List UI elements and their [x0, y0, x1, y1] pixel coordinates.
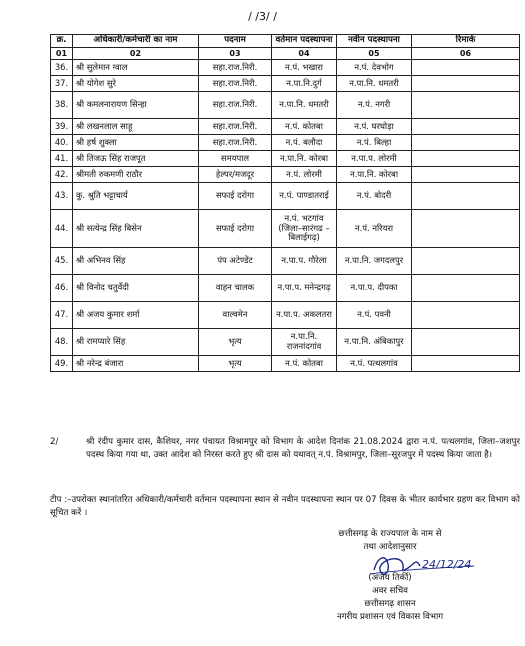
- row-serial-number: 38.: [51, 92, 73, 119]
- row-employee-name: श्री नरेन्द्र बंजारा: [73, 356, 199, 372]
- header-post: पदनाम: [199, 35, 272, 48]
- row-serial-number: 47.: [51, 302, 73, 329]
- row-designation: सहा.राज.निरी.: [199, 92, 272, 119]
- row-current-posting: न.पा.नि. राजनांदगांव: [272, 329, 337, 356]
- table-row: [51, 302, 520, 329]
- row-designation: सफाई दरोगा: [199, 183, 272, 210]
- row-remark: [412, 183, 520, 210]
- row-remark: [412, 275, 520, 302]
- note-text: टीप :–उपरोक्त स्थानांतरित अधिकारी/कर्मचारी वर्तमान पदस्थापना स्थान से नवीन पदस्थापना स्थान पर 07 दिवस के भीतर कार्यभार ग्रहण कर विभाग को सूचित करें ।: [50, 495, 520, 518]
- row-current-posting: न.पं. कोतबा: [272, 356, 337, 372]
- table-row: [51, 119, 520, 135]
- signatory-designation: अवर सचिव: [372, 586, 408, 596]
- header-name: अधिकारी/कर्मचारी का नाम: [73, 35, 199, 48]
- page-number: / /3/ /: [248, 10, 277, 23]
- row-designation: सफाई दरोगा: [199, 210, 272, 248]
- row-employee-name: श्रीमती रुकमणी राठौर: [73, 167, 199, 183]
- row-serial-number: 46.: [51, 275, 73, 302]
- row-designation: सहा.राज.निरी.: [199, 60, 272, 76]
- table-header-row: [51, 35, 520, 48]
- index-cell: 02: [73, 47, 199, 59]
- row-employee-name: श्री रामप्यारे सिंह: [73, 329, 199, 356]
- row-new-posting: न.पं. देवभोग: [337, 60, 412, 76]
- row-new-posting: न.पं. घरघोड़ा: [337, 119, 412, 135]
- header-remark: रिमार्क: [412, 35, 520, 48]
- row-designation: वाल्वमेन: [199, 302, 272, 329]
- table-row: [51, 248, 520, 275]
- row-new-posting: न.पा.नि. कोरबा: [337, 167, 412, 183]
- row-serial-number: 49.: [51, 356, 73, 372]
- row-employee-name: श्री सुलेमान ग्वाल: [73, 60, 199, 76]
- transfer-table: [50, 34, 520, 372]
- row-designation: सहा.राज.निरी.: [199, 135, 272, 151]
- row-employee-name: श्री योगेश सुरे: [73, 76, 199, 92]
- table-row: [51, 60, 520, 76]
- table-row: [51, 135, 520, 151]
- table-row: [51, 76, 520, 92]
- row-remark: [412, 167, 520, 183]
- table-row: [51, 167, 520, 183]
- row-remark: [412, 302, 520, 329]
- row-serial-number: 42.: [51, 167, 73, 183]
- row-new-posting: न.पं. बिल्हा: [337, 135, 412, 151]
- row-current-posting: न.पं. कोतबा: [272, 119, 337, 135]
- row-current-posting: न.पं. लोरमी: [272, 167, 337, 183]
- row-employee-name: श्री विनोद चतुर्वेदी: [73, 275, 199, 302]
- row-remark: [412, 210, 520, 248]
- header-sn: क्र.: [51, 35, 73, 48]
- index-cell: 04: [272, 47, 337, 59]
- row-remark: [412, 76, 520, 92]
- row-serial-number: 41.: [51, 151, 73, 167]
- column-index-row: [51, 47, 520, 59]
- row-new-posting: न.पा.नि. जगदलपुर: [337, 248, 412, 275]
- row-serial-number: 48.: [51, 329, 73, 356]
- signatory-name: (अजय तिर्की): [368, 573, 412, 583]
- table-row: [51, 329, 520, 356]
- row-designation: भृत्य: [199, 329, 272, 356]
- row-new-posting: न.पं. पत्थलगांव: [337, 356, 412, 372]
- row-current-posting: न.पा.प. गौरेला: [272, 248, 337, 275]
- row-current-posting: न.पा.प. मनेन्द्रगढ़: [272, 275, 337, 302]
- row-employee-name: श्री अभिनव सिंह: [73, 248, 199, 275]
- row-current-posting: न.पा.नि.दुर्ग: [272, 76, 337, 92]
- paragraph-2: [50, 436, 520, 462]
- row-designation: सहा.राज.निरी.: [199, 76, 272, 92]
- table-row: [51, 92, 520, 119]
- row-serial-number: 39.: [51, 119, 73, 135]
- row-remark: [412, 356, 520, 372]
- row-employee-name: श्री तिजऊ सिंह राजपूत: [73, 151, 199, 167]
- table-row: [51, 151, 520, 167]
- row-remark: [412, 135, 520, 151]
- row-current-posting: न.पा.नि. धमतरी: [272, 92, 337, 119]
- row-new-posting: न.पं. बोदरी: [337, 183, 412, 210]
- row-designation: वाहन चालक: [199, 275, 272, 302]
- row-new-posting: न.पं. नरियरा: [337, 210, 412, 248]
- row-current-posting: न.पं. भखारा: [272, 60, 337, 76]
- row-designation: हेल्पर/मजदूर: [199, 167, 272, 183]
- row-serial-number: 37.: [51, 76, 73, 92]
- row-new-posting: न.पं. पवनी: [337, 302, 412, 329]
- row-serial-number: 40.: [51, 135, 73, 151]
- signature-line-2: तथा आदेशानुसार: [363, 542, 417, 552]
- row-serial-number: 44.: [51, 210, 73, 248]
- row-current-posting: न.पं. भटगांव (जिला–सारंगढ –बिलाईगढ़): [272, 210, 337, 248]
- row-new-posting: न.पा.प. लोरमी: [337, 151, 412, 167]
- row-serial-number: 36.: [51, 60, 73, 76]
- row-employee-name: श्री हर्ष शुक्ला: [73, 135, 199, 151]
- index-cell: 01: [51, 47, 73, 59]
- table-row: [51, 183, 520, 210]
- row-current-posting: न.पं. बलौदा: [272, 135, 337, 151]
- signatory-office: छत्तीसगढ़ शासन: [364, 599, 416, 609]
- row-designation: समयपाल: [199, 151, 272, 167]
- table-row: [51, 275, 520, 302]
- signature-date: 24/12/24: [422, 558, 472, 571]
- row-employee-name: श्री कमलनारायण सिन्हा: [73, 92, 199, 119]
- row-remark: [412, 119, 520, 135]
- row-new-posting: न.पा.प. दीपका: [337, 275, 412, 302]
- paragraph-number: 2/: [50, 437, 59, 447]
- table-body: [51, 60, 520, 372]
- row-designation: भृत्य: [199, 356, 272, 372]
- row-serial-number: 45.: [51, 248, 73, 275]
- row-remark: [412, 248, 520, 275]
- header-current-posting: वर्तमान पदस्थापना: [272, 35, 337, 48]
- index-cell: 05: [337, 47, 412, 59]
- row-employee-name: श्री लखनलाल साहू: [73, 119, 199, 135]
- row-remark: [412, 60, 520, 76]
- row-current-posting: न.पा.प. अकलतरा: [272, 302, 337, 329]
- row-employee-name: श्री अजय कुमार शर्मा: [73, 302, 199, 329]
- row-employee-name: श्री सत्येन्द्र सिंह बिसेन: [73, 210, 199, 248]
- header-new-posting: नवीन पदस्थापना: [337, 35, 412, 48]
- index-cell: 06: [412, 47, 520, 59]
- row-designation: सहा.राज.निरी.: [199, 119, 272, 135]
- row-serial-number: 43.: [51, 183, 73, 210]
- table-row: [51, 210, 520, 248]
- row-remark: [412, 329, 520, 356]
- row-remark: [412, 151, 520, 167]
- row-remark: [412, 92, 520, 119]
- row-new-posting: न.पा.नि. अंबिकापुर: [337, 329, 412, 356]
- index-cell: 03: [199, 47, 272, 59]
- row-current-posting: न.पा.नि. कोरबा: [272, 151, 337, 167]
- row-new-posting: न.पं. नगरी: [337, 92, 412, 119]
- signatory-department: नगरीय प्रशासन एवं विकास विभाग: [336, 612, 444, 622]
- row-employee-name: कु. श्रुति भट्टाचार्य: [73, 183, 199, 210]
- signature-line-1: छत्तीसगढ़ के राज्यपाल के नाम से: [338, 529, 442, 539]
- row-designation: पंप अटेण्डेंट: [199, 248, 272, 275]
- row-current-posting: न.पं. पाण्डातराई: [272, 183, 337, 210]
- paragraph-text: श्री रंदीप कुमार दास, कैशियर, नगर पंचायत विश्रामपुर को विभाग के आदेश दिनांक 21.08.2024 द्वारा न.पं. पत्थलगांव, जिला–जशपुर पदस्थ किया गया था, उक्त आदेश को निरस्त करते हुए श्री दास को यथावत् न.पं. विश्रामपुर, जिला–सूरजपुर में पदस्थ किया जाता है।: [86, 437, 520, 460]
- row-new-posting: न.पा.नि. धमतरी: [337, 76, 412, 92]
- table-row: [51, 356, 520, 372]
